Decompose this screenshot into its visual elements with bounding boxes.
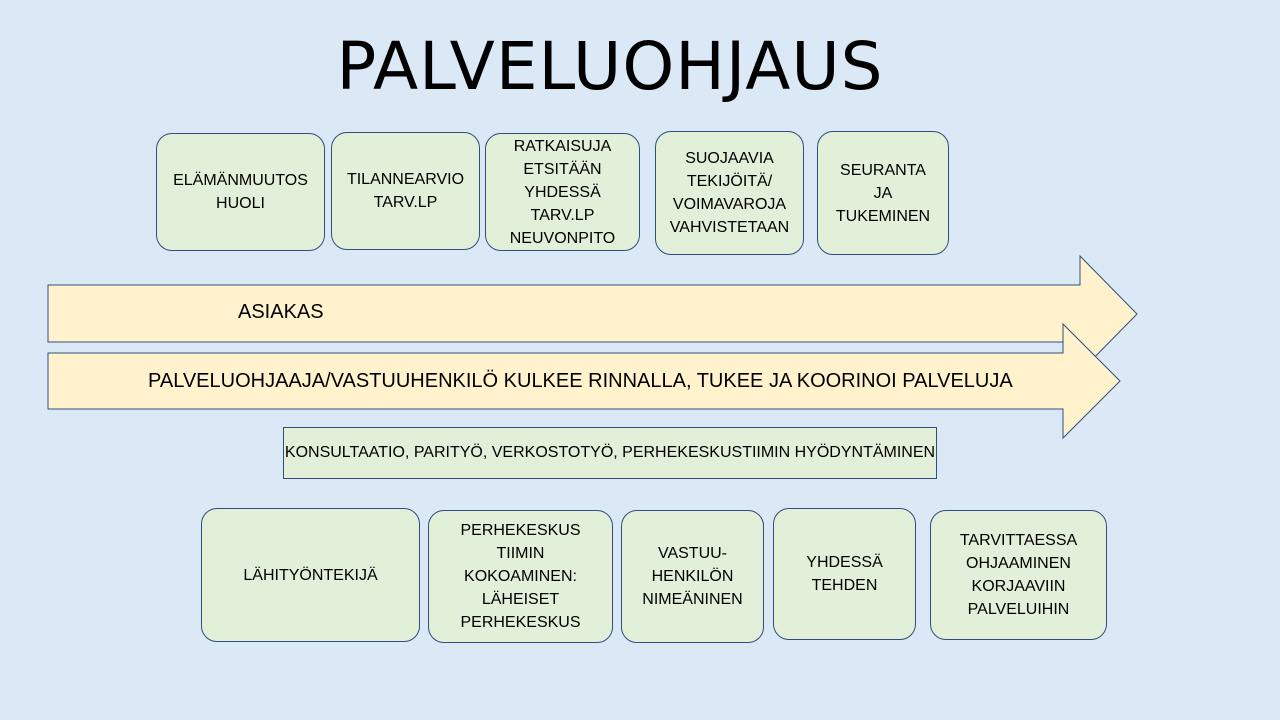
bottom-step-label: PERHEKESKUS TIIMIN KOKOAMINEN: LÄHEISET PERHEKESKUS [460, 522, 581, 631]
bottom-step-box [201, 508, 420, 642]
bottom-step-label: VASTUU- HENKILÖN NIMEÄNINEN [642, 545, 743, 608]
top-step-label: TILANNEARVIO TARV.LP [346, 171, 465, 211]
bottom-step-box [428, 510, 613, 643]
bottom-step-label: TARVITTAESSA OHJAAMINEN KORJAAVIIN PALVELUIHIN [959, 532, 1078, 618]
bottom-step-box [621, 510, 764, 643]
bottom-step-box [930, 510, 1107, 640]
top-step-label: SUOJAAVIA TEKIJÖITÄ/ VOIMAVAROJA VAHVISTETAAN [669, 150, 790, 236]
bottom-step-label: LÄHITYÖNTEKIJÄ [243, 566, 378, 584]
page-title: PALVELUOHJAUS [336, 28, 884, 105]
methods-box [283, 427, 937, 479]
top-step-label: SEURANTA JA TUKEMINEN [835, 161, 931, 225]
bottom-step-box [773, 508, 916, 640]
client-arrow-label: ASIAKAS [238, 301, 324, 323]
coordinator-arrow-label: PALVELUOHJAAJA/VASTUUHENKILÖ KULKEE RINNALLA, TUKEE JA KOORINOI PALVELUJA [148, 370, 1013, 392]
bottom-step-label: YHDESSÄ TEHDEN [806, 554, 883, 594]
top-step-label: ELÄMÄNMUUTOS HUOLI [173, 172, 308, 212]
top-step-label: RATKAISUJA ETSITÄÄN YHDESSÄ TARV.LP NEUVONPITO [509, 137, 616, 247]
methods-label: KONSULTAATIO, PARITYÖ, VERKOSTOTYÖ, PERHEKESKUSTIIMIN HYÖDYNTÄMINEN [284, 444, 936, 461]
